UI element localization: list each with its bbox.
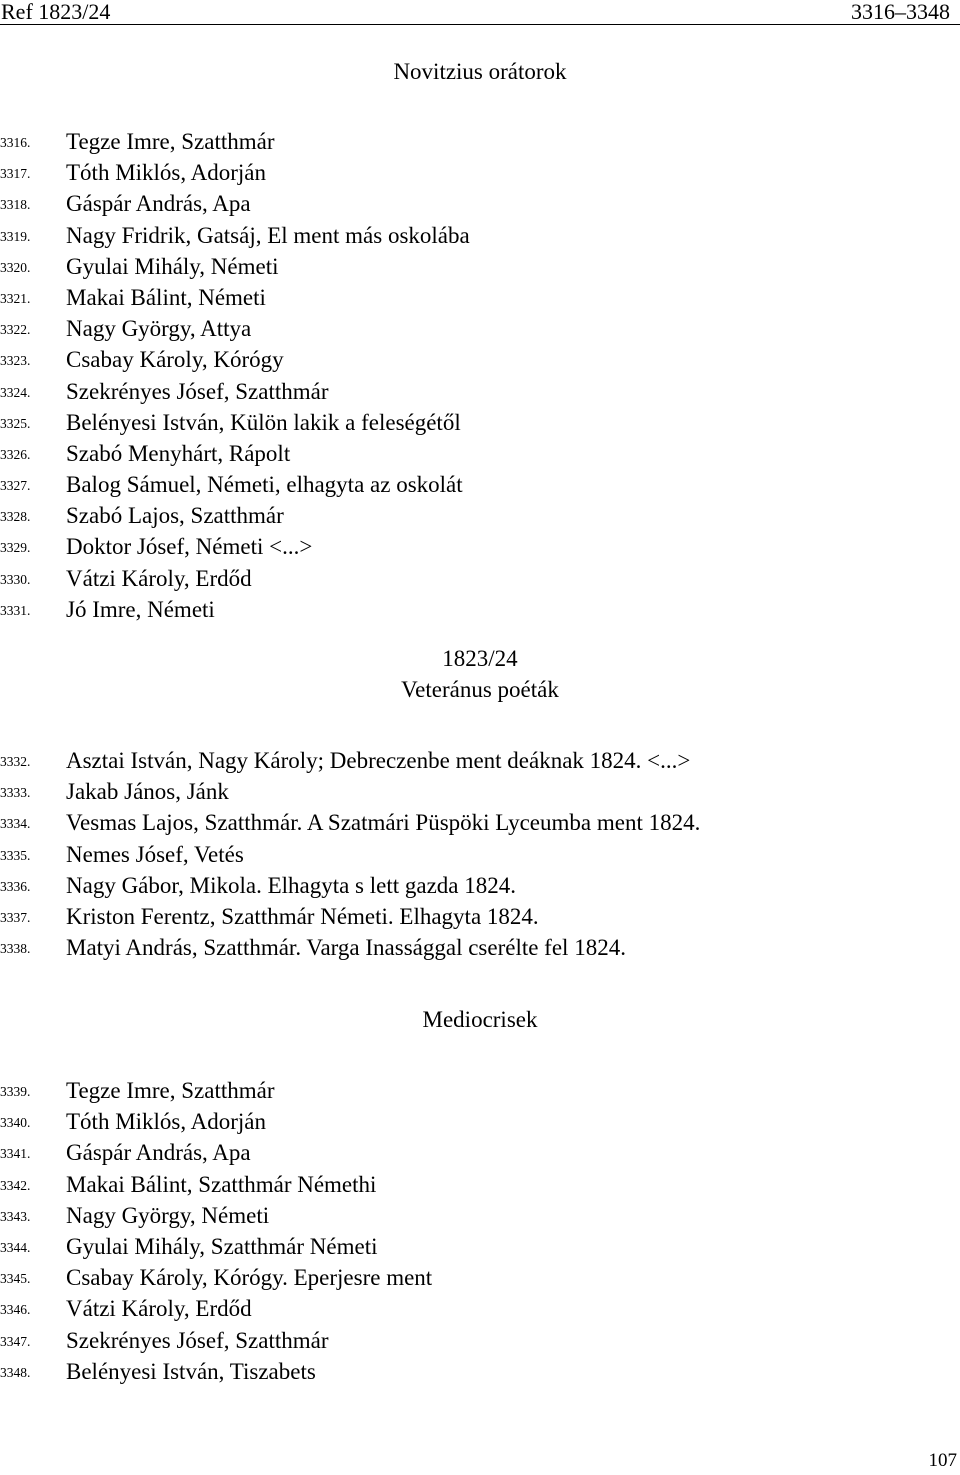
entry-list	[0, 126, 960, 625]
entry-number: 3346.	[0, 1302, 31, 1318]
entry-text: Vátzi Károly, Erdőd	[66, 1296, 252, 1322]
entry-text: Tóth Miklós, Adorján	[66, 1109, 266, 1135]
entry-text: Tóth Miklós, Adorján	[66, 160, 266, 186]
entry-number: 3337.	[0, 909, 31, 925]
entry-number: 3339.	[0, 1084, 31, 1099]
entry-text: Makai Bálint, Németi	[66, 284, 266, 310]
entry-number: 3322.	[0, 322, 31, 338]
list-item	[0, 776, 960, 807]
list-item	[0, 220, 960, 251]
entry-list	[0, 745, 960, 963]
entry-number: 3344.	[0, 1239, 31, 1255]
list-item	[0, 282, 960, 313]
entry-number: 3341.	[0, 1146, 31, 1162]
entry-number: 3333.	[0, 785, 31, 801]
entry-text: Nagy György, Attya	[66, 316, 252, 342]
entry-number: 3323.	[0, 353, 31, 369]
entry-text: Kriston Ferentz, Szatthmár Németi. Elhagyta 1824.	[66, 903, 539, 929]
entry-number: 3335.	[0, 847, 31, 863]
entry-text: Vesmas Lajos, Szatthmár. A Szatmári Püspöki Lyceumba ment 1824.	[66, 810, 701, 836]
entry-text: Balog Sámuel, Németi, elhagyta az oskolát	[66, 472, 463, 498]
entry-number: 3345.	[0, 1271, 31, 1287]
list-item	[0, 839, 960, 870]
entry-number: 3330.	[0, 571, 31, 587]
entry-text: Nagy Gábor, Mikola. Elhagyta s lett gazda 1824.	[66, 872, 517, 898]
entry-text: Matyi András, Szatthmár. Varga Inassággal cserélte fel 1824.	[66, 935, 626, 961]
section-heading: 1823/24	[442, 646, 518, 671]
entry-text: Gyulai Mihály, Szatthmár Németi	[66, 1233, 378, 1259]
entry-text: Jakab János, Jánk	[66, 779, 229, 805]
entry-list	[0, 1075, 960, 1387]
entry-text: Belényesi István, Külön lakik a feleségétől	[66, 409, 461, 435]
entry-text: Tegze Imre, Szatthmár	[66, 129, 275, 154]
entry-text: Nagy György, Németi	[66, 1202, 270, 1228]
entry-number: 3331.	[0, 602, 31, 618]
section-heading: Mediocrisek	[422, 1007, 538, 1032]
entry-text: Nagy Fridrik, Gatsáj, El ment más oskolába	[66, 222, 470, 248]
entry-text: Csabay Károly, Kórógy	[66, 347, 284, 373]
entry-number: 3326.	[0, 446, 31, 462]
list-item	[0, 932, 960, 963]
entry-text: Szekrényes Jósef, Szatthmár	[66, 1327, 329, 1353]
list-item	[0, 438, 960, 469]
list-item	[0, 126, 960, 157]
entry-text: Tegze Imre, Szatthmár	[66, 1078, 275, 1103]
list-item	[0, 344, 960, 375]
entry-number: 3338.	[0, 941, 31, 957]
entry-text: Makai Bálint, Szatthmár Némethi	[66, 1171, 377, 1197]
list-item	[0, 1106, 960, 1137]
entry-number: 3340.	[0, 1115, 31, 1131]
list-item	[0, 1293, 960, 1324]
entry-text: Nemes Jósef, Vetés	[66, 841, 244, 867]
entry-text: Doktor Jósef, Németi <...>	[66, 534, 313, 560]
entry-text: Jó Imre, Németi	[66, 596, 215, 622]
entry-number: 3334.	[0, 816, 31, 832]
page-number: 107	[928, 1450, 957, 1471]
entry-text: Csabay Károly, Kórógy. Eperjesre ment	[66, 1265, 433, 1291]
list-item	[0, 469, 960, 500]
entry-number: 3327.	[0, 478, 31, 494]
entry-text: Gáspár András, Apa	[66, 1140, 251, 1166]
list-item	[0, 870, 960, 901]
entry-text: Gáspár András, Apa	[66, 191, 251, 217]
entry-text: Szekrényes Jósef, Szatthmár	[66, 378, 329, 404]
list-item	[0, 563, 960, 594]
list-item	[0, 157, 960, 188]
section-heading: Veteránus poéták	[401, 677, 559, 702]
list-item	[0, 1075, 960, 1106]
entry-number: 3316.	[0, 135, 31, 150]
list-item	[0, 1356, 960, 1387]
list-item	[0, 594, 960, 625]
entry-number: 3332.	[0, 754, 31, 769]
entry-number: 3320.	[0, 259, 31, 275]
section-heading: Novitzius orátorok	[393, 59, 567, 84]
list-item	[0, 1169, 960, 1200]
entry-number: 3325.	[0, 415, 31, 431]
list-item	[0, 1231, 960, 1262]
entry-number: 3347.	[0, 1333, 31, 1349]
entry-text: Szabó Menyhárt, Rápolt	[66, 440, 291, 466]
list-item	[0, 1325, 960, 1356]
entry-text: Gyulai Mihály, Németi	[66, 253, 279, 279]
list-item	[0, 531, 960, 562]
entry-text: Vátzi Károly, Erdőd	[66, 565, 252, 591]
list-item	[0, 500, 960, 531]
entry-text: Belényesi István, Tiszabets	[66, 1358, 316, 1384]
entry-number: 3324.	[0, 384, 31, 400]
list-item	[0, 1262, 960, 1293]
list-item	[0, 313, 960, 344]
list-item	[0, 376, 960, 407]
list-item	[0, 188, 960, 219]
entry-number: 3319.	[0, 228, 31, 244]
entry-number: 3317.	[0, 166, 31, 182]
running-header	[0, 0, 960, 25]
list-item	[0, 807, 960, 838]
entry-number: 3318.	[0, 197, 31, 213]
entry-number: 3348.	[0, 1364, 31, 1380]
entry-number: 3329.	[0, 540, 31, 556]
list-item	[0, 745, 960, 776]
entry-number: 3328.	[0, 509, 31, 525]
list-item	[0, 251, 960, 282]
entry-number: 3336.	[0, 878, 31, 894]
list-item	[0, 1200, 960, 1231]
list-item	[0, 407, 960, 438]
header-entry-range: 3316–3348	[851, 0, 950, 24]
entry-number: 3342.	[0, 1177, 31, 1193]
entry-text: Asztai István, Nagy Károly; Debreczenbe ment deáknak 1824. <...>	[66, 748, 691, 773]
list-item	[0, 1137, 960, 1168]
entry-text: Szabó Lajos, Szatthmár	[66, 503, 284, 529]
list-item	[0, 901, 960, 932]
header-reference: Ref 1823/24	[1, 0, 111, 24]
entry-number: 3321.	[0, 290, 31, 306]
entry-number: 3343.	[0, 1208, 31, 1224]
